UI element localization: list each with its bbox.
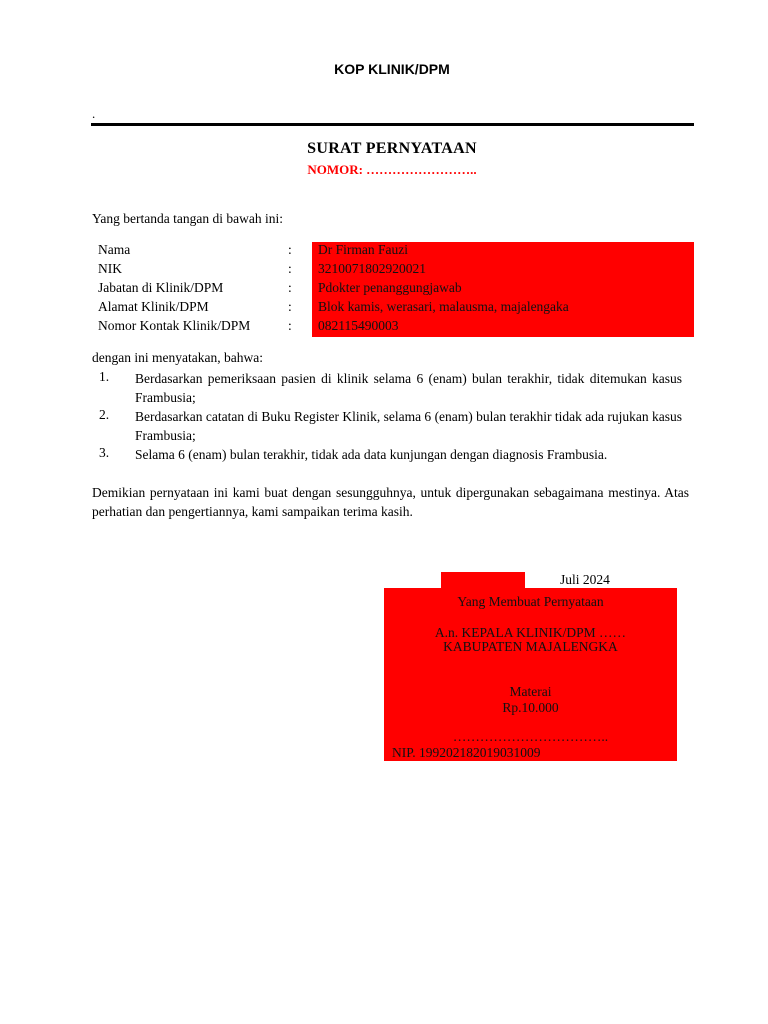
field-value-alamat: Blok kamis, werasari, malausma, majalengaka [318, 299, 569, 314]
closing-paragraph: Demikian pernyataan ini kami buat dengan sesungguhnya, untuk dipergunakan sebagaimana mestinya. Atas perhatian dan pengertiannya, kami sampaikan terima kasih. [92, 485, 689, 519]
field-value-nik: 3210071802920021 [318, 261, 426, 276]
statement-number: 2. [99, 407, 110, 422]
field-colon: : [288, 280, 292, 295]
field-label-kontak: Nomor Kontak Klinik/DPM [98, 318, 251, 333]
statement-number: 1. [99, 369, 110, 384]
signature-on-behalf: A.n. KEPALA KLINIK/DPM …… [434, 625, 627, 640]
statement-number: 3. [99, 445, 110, 460]
document-number: NOMOR: …………………….. [307, 162, 477, 177]
materai-label: Materai [509, 684, 552, 699]
letterhead-title: KOP KLINIK/DPM [334, 61, 450, 77]
field-value-kontak: 082115490003 [318, 318, 399, 333]
field-value-nama: Dr Firman Fauzi [318, 242, 408, 257]
signature-date: Juli 2024 [560, 572, 610, 587]
field-label-nama: Nama [98, 242, 131, 257]
document-title: SURAT PERNYATAAN [307, 140, 477, 157]
statement-intro: dengan ini menyatakan, bahwa: [92, 350, 263, 365]
header-dot: . [92, 106, 96, 121]
field-label-jabatan: Jabatan di Klinik/DPM [98, 280, 224, 295]
field-colon: : [288, 242, 292, 257]
field-label-nik: NIK [98, 261, 122, 276]
statement-text: Berdasarkan catatan di Buku Register Klinik, selama 6 (enam) bulan terakhir tidak ada rujukan kasus Frambusia; [135, 409, 682, 443]
materai-value: Rp.10.000 [502, 700, 559, 715]
statement-text: Selama 6 (enam) bulan terakhir, tidak ada data kunjungan dengan diagnosis Frambusia. [135, 447, 608, 462]
field-label-alamat: Alamat Klinik/DPM [98, 299, 209, 314]
signature-region: KABUPATEN MAJALENGKA [443, 639, 618, 654]
field-colon: : [288, 318, 292, 333]
header-divider [91, 123, 694, 126]
signature-line: …………………………….. [452, 729, 609, 744]
date-place-highlight [441, 572, 525, 589]
statement-text: Berdasarkan pemeriksaan pasien di klinik selama 6 (enam) bulan terakhir, tidak ditemukan kasus Frambusia; [135, 371, 682, 405]
field-colon: : [288, 299, 292, 314]
field-colon: : [288, 261, 292, 276]
field-value-jabatan: Pdokter penanggungjawab [318, 280, 462, 295]
intro-text: Yang bertanda tangan di bawah ini: [92, 211, 283, 226]
signature-maker: Yang Membuat Pernyataan [457, 594, 604, 609]
signature-nip: NIP. 199202182019031009 [392, 745, 541, 760]
